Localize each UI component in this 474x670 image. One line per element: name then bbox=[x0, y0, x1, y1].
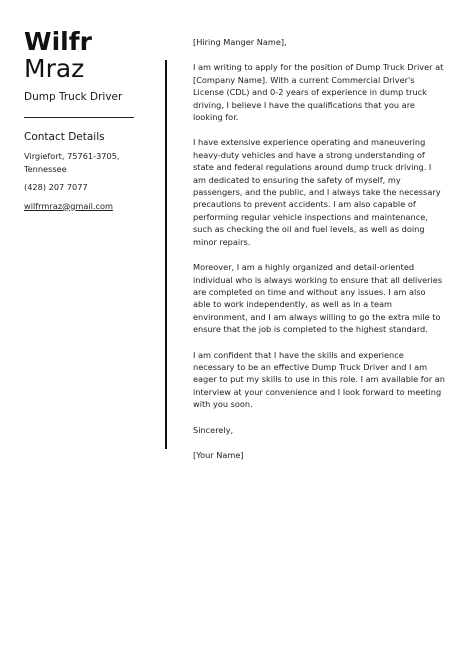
header-divider bbox=[24, 117, 134, 118]
first-name: Wilfr bbox=[24, 27, 92, 56]
sidebar bbox=[24, 28, 136, 212]
job-title: Dump Truck Driver bbox=[24, 91, 123, 103]
letter-paragraph: I have extensive experience operating and maneuvering heavy-duty vehicles and have a strong understanding of state and federal regulations around dump truck driving. I am dedicated to ensuring the safety of myself, my passengers, and the public, and I always take the necessary precautions to prevent accidents. I am also capable of performing regular vehicle inspections and maintenance, such as checking the oil and fuel levels, as well as doing minor repairs. bbox=[193, 137, 441, 247]
last-name: Mraz bbox=[24, 54, 85, 83]
vertical-divider bbox=[165, 60, 167, 449]
letter-body bbox=[193, 36, 445, 474]
letter-salutation: [Hiring Manger Name], bbox=[193, 37, 287, 47]
contact-email-link[interactable]: wilfrmraz@gmail.com bbox=[24, 200, 114, 211]
letter-signature: [Your Name] bbox=[193, 449, 244, 460]
contact-phone: (428) 207 7077 bbox=[24, 182, 88, 192]
letter-paragraph: Moreover, I am a highly organized and detail-oriented individual who is always working to ensure that all deliveries are completed on time and without any issues. I am also able to work independently, as well as in a team environment, and I am always willing to go the extra mile to ensure that the job is completed to the highest standard. bbox=[193, 262, 443, 335]
contact-address-line1: Virgiefort, 75761-3705, bbox=[24, 151, 120, 161]
letter-closing: Sincerely, bbox=[193, 424, 234, 435]
contact-address bbox=[24, 150, 136, 175]
letter-paragraph: I am writing to apply for the position of Dump Truck Driver at [Company Name]. With a current Commercial Driver's License (CDL) and 0-2 years of experience in dump truck driving, I believe I have the qualifications that you are looking for. bbox=[193, 62, 444, 123]
contact-address-line2: Tennessee bbox=[24, 163, 67, 174]
letter-paragraph: I am confident that I have the skills and experience necessary to be an effective Dump Truck Driver and I am eager to put my skills to use in this role. I am available for an interview at your convenience and I look forward to meeting with you soon. bbox=[193, 349, 445, 410]
contact-heading: Contact Details bbox=[24, 131, 105, 143]
